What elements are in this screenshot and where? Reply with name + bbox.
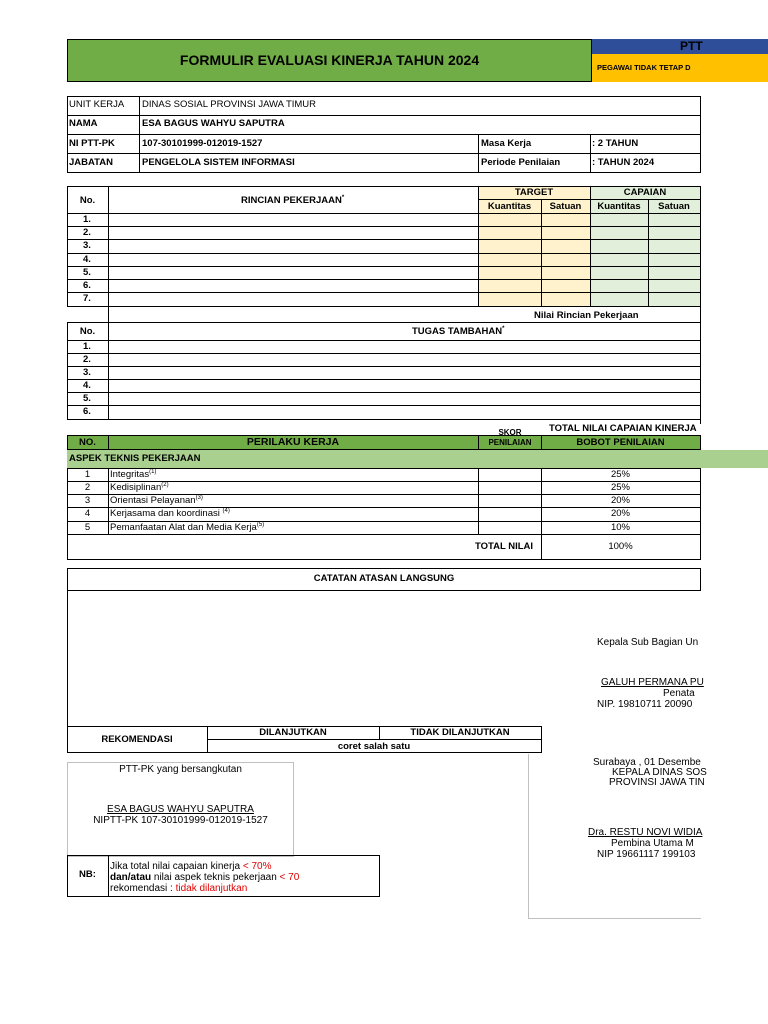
perilaku-bobot: 20%	[610, 508, 630, 519]
sig-left-nip: NIPTT-PK 107-30101999-012019-1527	[93, 815, 268, 826]
nb-line-2	[110, 872, 299, 883]
nb-threshold: < 70	[279, 872, 300, 883]
nb-line-3	[110, 883, 247, 894]
ni-label: NI PTT-PK	[69, 138, 115, 149]
form-title: FORMULIR EVALUASI KINERJA TAHUN 2024	[179, 52, 480, 68]
nb-text: dan/atau	[110, 872, 152, 883]
target-satuan-header: Satuan	[549, 201, 582, 212]
nilai-rincian-label: Nilai Rincian Pekerjaan	[534, 310, 639, 321]
rincian-title: RINCIAN PEKERJAAN*	[241, 195, 345, 207]
tugas-row: 6.	[83, 406, 91, 417]
bobot-header: BOBOT PENILAIAN	[576, 437, 665, 448]
total-nilai-label: TOTAL NILAI	[475, 541, 534, 552]
sig-right-place-date: Surabaya , 01 Desembe	[593, 757, 701, 768]
perilaku-name	[110, 508, 230, 519]
perilaku-bobot: 10%	[610, 522, 630, 533]
total-capaian-label: TOTAL NILAI CAPAIAN KINERJA	[549, 423, 697, 434]
ptt-subtitle: PEGAWAI TIDAK TETAP D	[597, 63, 691, 72]
perilaku-no: 2	[84, 482, 91, 493]
tugas-row: 1.	[83, 341, 91, 352]
perilaku-name	[110, 469, 156, 480]
unit-label: UNIT KERJA	[69, 99, 125, 110]
jabatan-label: JABATAN	[69, 157, 113, 168]
capaian-kuantitas-header: Kuantitas	[597, 201, 641, 212]
masa-label: Masa Kerja	[481, 138, 532, 149]
jabatan-value: PENGELOLA SISTEM INFORMASI	[142, 157, 295, 168]
rincian-row: 7.	[83, 293, 91, 304]
perilaku-title: PERILAKU KERJA	[246, 436, 340, 448]
unit-value: DINAS SOSIAL PROVINSI JAWA TIMUR	[142, 99, 317, 110]
perilaku-bobot: 25%	[610, 469, 630, 480]
perilaku-name-text: Kedisiplinan	[110, 482, 162, 494]
option-tidak-dilanjutkan[interactable]: TIDAK DILANJUTKAN	[410, 727, 510, 738]
perilaku-no-header: NO.	[79, 437, 96, 448]
atasan-pangkat: Penata	[663, 688, 695, 699]
sig-right-rank: Pembina Utama M	[611, 838, 694, 849]
masa-value: : 2 TAHUN	[592, 138, 639, 149]
rekomendasi-note: coret salah satu	[337, 741, 411, 752]
perilaku-name-text: Orientasi Pelayanan	[110, 495, 196, 507]
atasan-jabatan: Kepala Sub Bagian Un	[597, 637, 699, 648]
nb-result: tidak dilanjutkan	[175, 883, 248, 894]
perilaku-name	[110, 495, 203, 506]
periode-value: : TAHUN 2024	[592, 157, 655, 168]
tugas-row: 2.	[83, 354, 91, 365]
capaian-header: CAPAIAN	[623, 187, 667, 198]
nb-line-1	[110, 861, 272, 872]
capaian-satuan-header: Satuan	[658, 201, 690, 212]
catatan-title: CATATAN ATASAN LANGSUNG	[313, 573, 455, 584]
nb-threshold: < 70%	[242, 861, 272, 872]
sig-right-office2: PROVINSI JAWA TIN	[609, 777, 705, 788]
target-header: TARGET	[514, 187, 554, 198]
sig-right-name: Dra. RESTU NOVI WIDIA	[588, 827, 703, 838]
tugas-no-header: No.	[79, 326, 96, 337]
perilaku-bobot: 20%	[610, 495, 630, 506]
rincian-no-header: No.	[79, 195, 96, 206]
sig-left-title: PTT-PK yang bersangkutan	[119, 764, 242, 775]
option-dilanjutkan[interactable]: DILANJUTKAN	[259, 727, 327, 738]
footnote-ref: (5)	[256, 522, 265, 528]
tugas-row: 3.	[83, 367, 91, 378]
nama-value: ESA BAGUS WAHYU SAPUTRA	[142, 118, 285, 129]
perilaku-name-text: Integritas	[110, 469, 150, 481]
sig-left-name: ESA BAGUS WAHYU SAPUTRA	[107, 804, 254, 815]
periode-label: Periode Penilaian	[481, 157, 561, 168]
perilaku-name	[110, 482, 169, 493]
target-kuantitas-header: Kuantitas	[487, 201, 532, 212]
rekomendasi-label: REKOMENDASI	[101, 734, 173, 745]
nb-text: nilai aspek teknis pekerjaan	[151, 872, 280, 883]
nb-text: rekomendasi :	[110, 883, 176, 894]
rincian-row: 5.	[83, 267, 91, 278]
sig-right-office1: KEPALA DINAS SOS	[612, 767, 707, 778]
rincian-row: 3.	[83, 240, 91, 251]
nb-text: Jika total nilai capaian kinerja	[110, 861, 243, 872]
perilaku-no: 1	[84, 469, 91, 480]
tugas-row: 4.	[83, 380, 91, 391]
footnote-ref: (3)	[195, 495, 203, 501]
ptt-code: PTT	[680, 39, 703, 53]
perilaku-bobot: 25%	[610, 482, 630, 493]
perilaku-no: 4	[84, 508, 91, 519]
perilaku-name-text: Kerjasama dan koordinasi	[110, 508, 223, 520]
tugas-title: TUGAS TAMBAHAN*	[412, 326, 505, 338]
atasan-nip: NIP. 19810711 20090	[597, 699, 693, 710]
perilaku-no: 3	[84, 495, 91, 506]
skor-header: SKOR PENILAIAN	[488, 428, 532, 447]
perilaku-name-text: Pemanfaatan Alat dan Media Kerja	[110, 522, 257, 534]
rincian-row: 4.	[83, 254, 91, 265]
footnote-ref: (2)	[161, 482, 169, 488]
aspek-label: ASPEK TEKNIS PEKERJAAN	[69, 453, 201, 464]
tugas-row: 5.	[83, 393, 91, 404]
sig-right-nip: NIP 19661117 199103	[597, 849, 696, 860]
total-nilai-value: 100%	[608, 541, 633, 552]
perilaku-no: 5	[84, 522, 91, 533]
atasan-nama: GALUH PERMANA PU	[601, 677, 704, 688]
rincian-row: 2.	[83, 227, 91, 238]
footnote-ref: (4)	[222, 508, 230, 514]
perilaku-name	[110, 522, 264, 533]
nb-label: NB:	[79, 869, 96, 880]
tugas-title-text: TUGAS TAMBAHAN	[412, 326, 503, 338]
rincian-row: 1.	[83, 214, 91, 225]
ni-value: 107-30101999-012019-1527	[142, 138, 263, 149]
rincian-row: 6.	[83, 280, 91, 291]
footnote-ref: (1)	[149, 469, 157, 475]
nama-label: NAMA	[69, 118, 98, 129]
rincian-title-text: RINCIAN PEKERJAAN	[241, 195, 342, 207]
